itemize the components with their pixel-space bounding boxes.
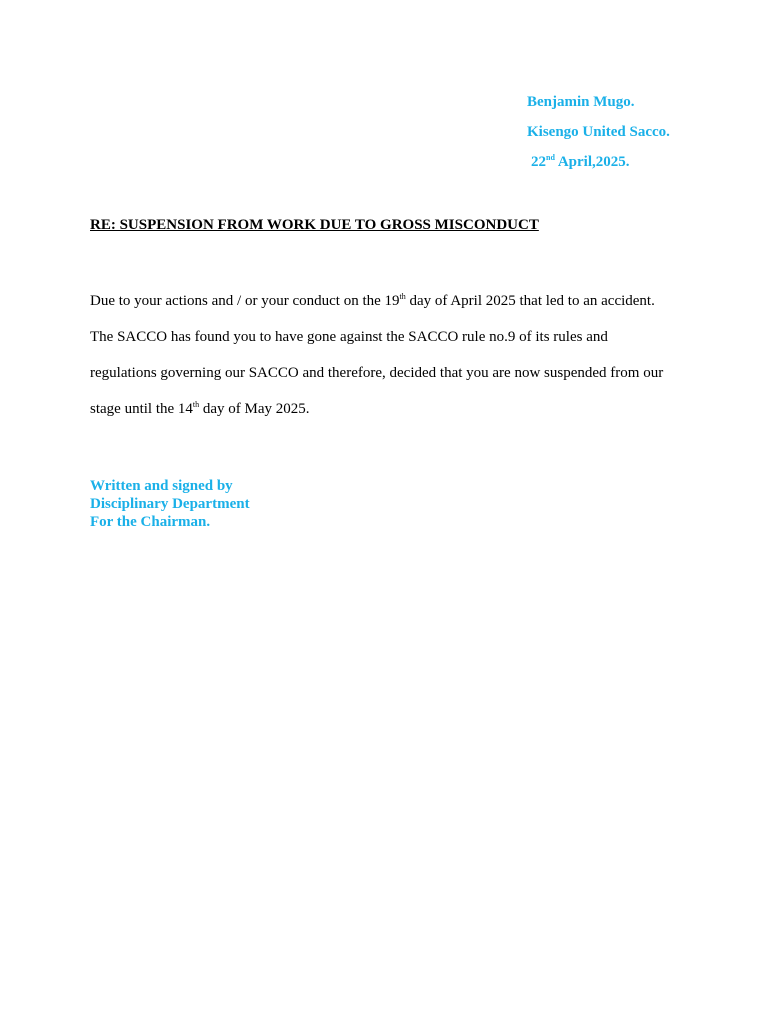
body-line-2: The SACCO has found you to have gone against the SACCO rule no.9 of its rules and <box>90 329 608 345</box>
body-line-1-suffix: th <box>399 292 406 301</box>
letter-date <box>527 153 757 183</box>
body-line-4-before: stage until the 14 <box>90 401 193 417</box>
sender-organization: Kisengo United Sacco. <box>527 124 670 140</box>
body-line-1-after: day of April 2025 that led to an accident. <box>405 293 655 309</box>
signature-line-1: Written and signed by <box>90 478 233 494</box>
body-line-3: regulations governing our SACCO and therefore, decided that you are now suspended from our <box>90 365 664 381</box>
sender-name: Benjamin Mugo. <box>527 94 635 110</box>
date-day-suffix: nd <box>546 153 555 162</box>
signature-line-2: Disciplinary Department <box>90 496 250 512</box>
letter-subject: RE: SUSPENSION FROM WORK DUE TO GROSS MISCONDUCT <box>90 217 539 233</box>
body-line-1 <box>90 292 690 328</box>
body-line-4-suffix: th <box>192 400 200 409</box>
letter-body <box>90 292 690 436</box>
body-line-4-after: day of May 2025. <box>199 401 310 417</box>
date-day: 22 <box>531 154 546 170</box>
body-line-1-before: Due to your actions and / or your conduct on the 19 <box>90 293 400 309</box>
signature-block <box>90 477 390 531</box>
date-month-year: April,2025. <box>557 154 630 170</box>
signature-line-3: For the Chairman. <box>90 514 211 530</box>
body-line-4 <box>90 400 690 436</box>
sender-block <box>527 93 757 183</box>
